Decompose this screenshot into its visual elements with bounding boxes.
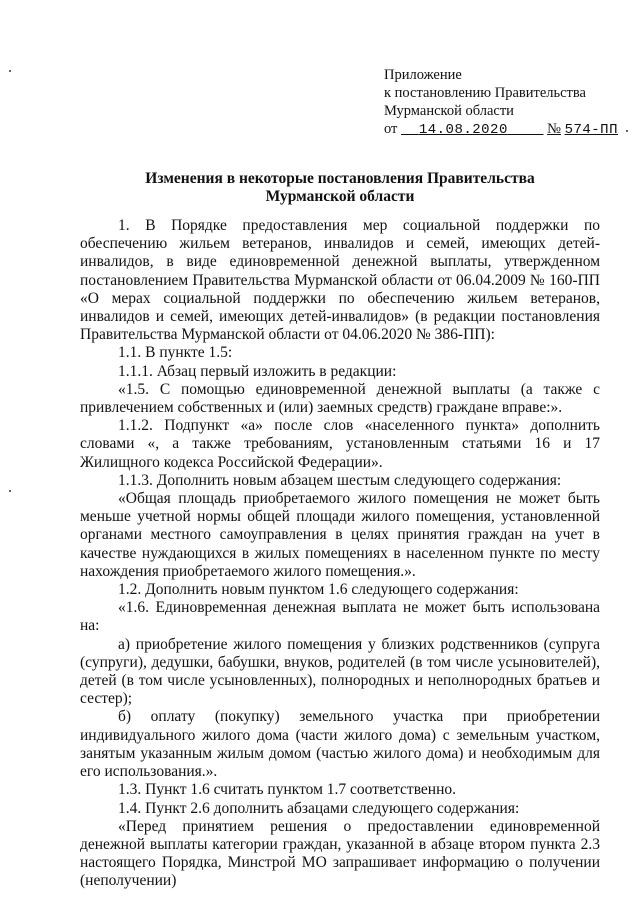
document-body <box>80 217 600 891</box>
paragraph: 1.2. Дополнить новым пунктом 1.6 следующего содержания: <box>118 581 519 599</box>
scan-speck <box>626 130 628 132</box>
paragraph: 1. В Порядке предоставления мер социальной поддержки по обеспечению жильем ветеранов, инвалидов и семей, имеющих детей-инвалидов, в виде единовременной денежной выплаты, утвержденном постановлением Правительства Мурманской области от 06.04.2009 № 160-ПП «О мерах социальной поддержки по обеспечению жильем ветеранов, инвалидов и семей, имеющих детей-инвалидов» (в редакции постановления Правительства Мурманской области от 04.06.2020 № 386-ПП): <box>80 217 600 344</box>
document-date: 14.08.2020 <box>418 122 508 138</box>
paragraph: «1.6. Единовременная денежная выплата не может быть использована на: <box>80 599 600 635</box>
paragraph: 1.1.3. Дополнить новым абзацем шестым следующего содержания: <box>118 471 562 489</box>
title-line-1: Изменения в некоторые постановления Правительства <box>145 170 535 187</box>
scan-speck <box>9 70 11 72</box>
appendix-header <box>384 66 618 139</box>
paragraph: 1.1.1. Абзац первый изложить в редакции: <box>118 362 397 380</box>
paragraph: «Общая площадь приобретаемого жилого помещения не может быть меньше учетной нормы общей площади жилого помещения, установленной органами местного самоуправления в целях принятия граждан на учет в качестве нуждающихся в жилых помещениях в населенном пункте по месту нахождения приобретаемого жилого помещения.». <box>80 490 600 580</box>
appendix-date-line <box>384 120 618 139</box>
scan-speck <box>9 490 11 492</box>
paragraph: «1.5. С помощью единовременной денежной выплаты (а также с привлечением собственных и (или) заемных средств) граждане вправе:». <box>80 380 600 417</box>
number-prefix: № <box>547 121 561 137</box>
title-line-2: Мурманской области <box>265 188 415 205</box>
appendix-title: Приложение <box>384 67 462 83</box>
date-prefix: от <box>384 121 398 137</box>
appendix-reference: к постановлению Правительства <box>384 85 586 101</box>
paragraph: 1.4. Пункт 2.6 дополнить абзацами следующего содержания: <box>118 799 520 817</box>
paragraph: 1.3. Пункт 1.6 считать пунктом 1.7 соответственно. <box>118 781 457 799</box>
document-title <box>80 170 600 206</box>
paragraph: 1.1.2. Подпункт «а» после слов «населенного пункта» дополнить словами «, а также требованиям, установленным статьями 16 и 17 Жилищного кодекса Российской Федерации». <box>80 417 600 471</box>
paragraph: «Перед принятием решения о предоставлении единовременной денежной выплаты категории граждан, указанной в абзаце втором пункта 2.3 настоящего Порядка, Минстрой МО запрашивает информацию о получении (неполучении) <box>80 817 600 890</box>
paragraph: а) приобретение жилого помещения у близких родственников (супруга (супруги), дедушки, бабушки, внуков, родителей (в том числе усыновителей), детей (в том числе усыновленных), полнородных и неполнородных братьев и сестер); <box>80 635 600 708</box>
appendix-region: Мурманской области <box>384 103 514 119</box>
paragraph: 1.1. В пункте 1.5: <box>118 344 233 362</box>
document-number: 574-ПП <box>564 122 618 138</box>
paragraph: б) оплату (покупку) земельного участка при приобретении индивидуального жилого дома (части жилого дома) с земельным участком, занятым указанным жилым домом (частью жилого дома) и необходимым для его использования.». <box>80 708 600 781</box>
